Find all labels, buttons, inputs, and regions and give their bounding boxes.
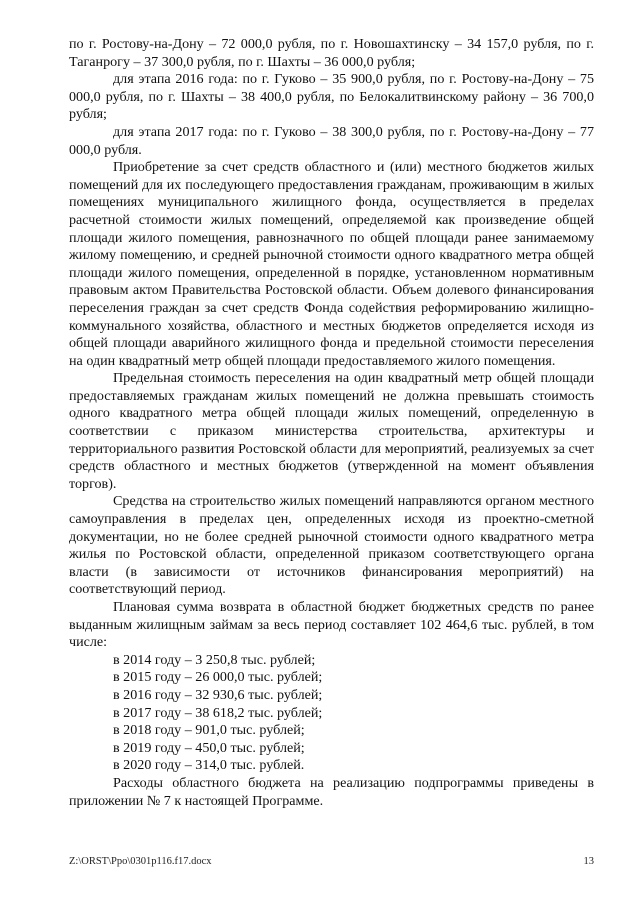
list-item: в 2019 году – 450,0 тыс. рублей;: [113, 739, 305, 756]
page-number: 13: [583, 856, 594, 867]
document-body: [69, 36, 594, 810]
list-item: в 2018 году – 901,0 тыс. рублей;: [113, 722, 305, 739]
list-item: в 2016 году – 32 930,6 тыс. рублей;: [113, 686, 323, 703]
list-item: в 2014 году – 3 250,8 тыс. рублей;: [113, 651, 316, 668]
paragraph-construction-funds: Средства на строительство жилых помещений направляются органом местного самоуправления в пределах цен, определенных исходя из проектно-сметной документации, но не более средней рыночной стоимости одного квадратного метра жилья по Ростовской области, определенной приказом соответствующего органа власти (в зависимости от источников финансирования мероприятий) на соответствующий период.: [69, 493, 594, 598]
paragraph-stage-2016: для этапа 2016 года: по г. Гуково – 35 900,0 рубля, по г. Ростову-на-Дону – 75 000,0 рубля, по г. Шахты – 38 400,0 рубля, по Белокалитвинскому району – 36 700,0 рубля;: [69, 71, 594, 123]
list-item: в 2017 году – 38 618,2 тыс. рублей;: [113, 704, 323, 721]
paragraph-regional-expenses: Расходы областного бюджета на реализацию подпрограммы приведены в приложении № 7 к настоящей Программе.: [69, 774, 594, 809]
list-item: в 2015 году – 26 000,0 тыс. рублей;: [113, 669, 323, 686]
footer-file-path: Z:\ORST\Ppo\0301p116.f17.docx: [69, 856, 212, 867]
yearly-amounts-list: [69, 652, 594, 775]
paragraph-stage-2017: для этапа 2017 года: по г. Гуково – 38 300,0 рубля, по г. Ростову-на-Дону – 77 000,0 рубля.: [69, 123, 594, 158]
page-footer: [69, 856, 594, 868]
paragraph-continuation: по г. Ростову-на-Дону – 72 000,0 рубля, по г. Новошахтинску – 34 157,0 рубля, по г. Таганрогу – 37 300,0 рубля, по г. Шахты – 36 000,0 рубля;: [69, 36, 594, 70]
list-item: в 2020 году – 314,0 тыс. рублей.: [113, 757, 305, 774]
paragraph-max-cost: Предельная стоимость переселения на один квадратный метр общей площади предоставляемых гражданам жилых помещений не должна превышать стоимость одного квадратного метра общей площади жилых помещений, определенную в соответствии с приказом министерства строительства, архитектуры и территориального развития Ростовской области для мероприятий, реализуемых за счет средств областного и местных бюджетов (утвержденной на момент объявления торгов).: [69, 370, 594, 492]
paragraph-planned-return: Плановая сумма возврата в областной бюджет бюджетных средств по ранее выданным жилищным займам за весь период составляет 102 464,6 тыс. рублей, в том числе:: [69, 599, 594, 651]
paragraph-acquisition: Приобретение за счет средств областного и (или) местного бюджетов жилых помещений для их последующего предоставления гражданам, проживающим в жилых помещениях муниципального жилищного фонда, осуществляется в пределах расчетной стоимости жилых помещений, определяемой как произведение общей площади жилого помещения, равнозначного по общей площади ранее занимаемому жилому помещению, и средней рыночной стоимости одного квадратного метра общей площади жилого помещения, определенной в порядке, установленном нормативным правовым актом Правительства Ростовской области. Объем долевого финансирования переселения граждан за счет средств Фонда содействия реформированию жилищно-коммунального хозяйства, областного и местных бюджетов определяется исходя из общей площади аварийного жилищного фонда и предельной стоимости переселения на один квадратный метр общей площади предоставляемого жилого помещения.: [69, 159, 594, 369]
